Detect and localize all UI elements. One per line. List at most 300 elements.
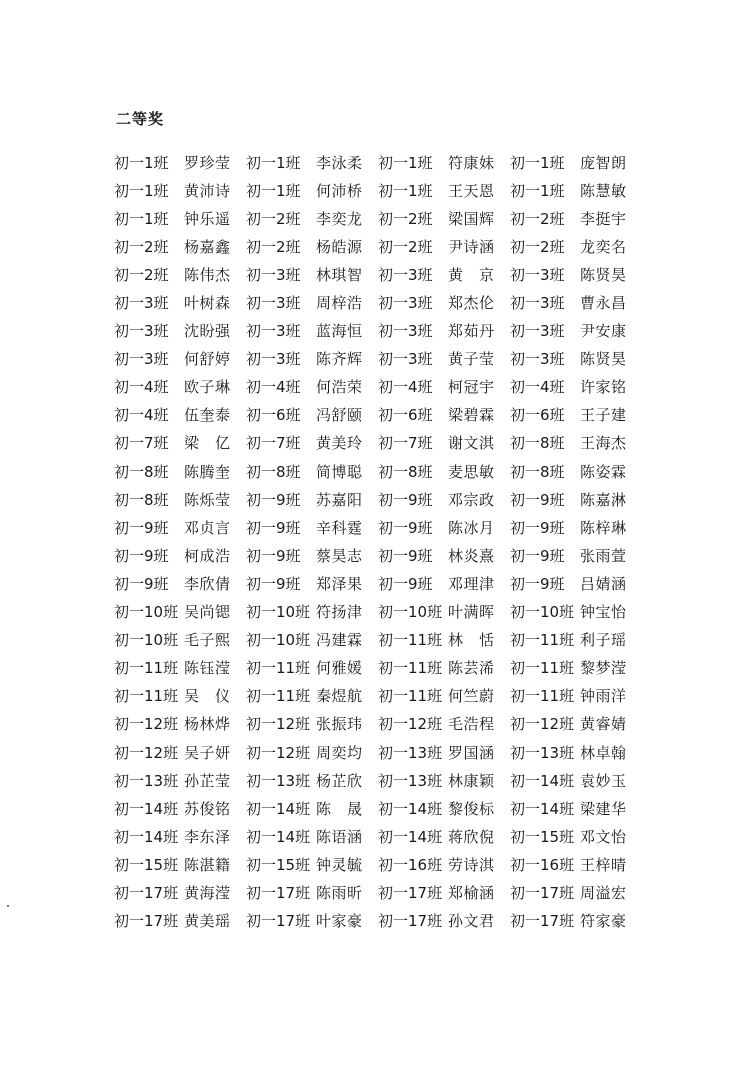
student-name: 陈钰滢 (184, 659, 231, 678)
class-label: 初一12班 (510, 715, 575, 734)
class-label: 初一9班 (510, 546, 565, 565)
award-entry (246, 320, 378, 341)
award-entry (510, 826, 642, 847)
student-name: 林琪智 (316, 265, 363, 284)
class-label: 初一12班 (114, 743, 179, 762)
student-name: 叶家豪 (316, 912, 363, 931)
award-entry (114, 517, 246, 538)
student-name: 梁 亿 (184, 434, 231, 453)
class-label: 初一4班 (114, 406, 169, 425)
class-label: 初一14班 (246, 799, 311, 818)
student-name: 毛浩程 (448, 715, 495, 734)
award-entry (246, 910, 378, 931)
student-name: 钟雨洋 (580, 687, 627, 706)
award-entry (510, 910, 642, 931)
student-name: 吴子妍 (184, 743, 231, 762)
student-name: 钟灵毓 (316, 855, 363, 874)
student-name: 陈贤昊 (580, 350, 627, 369)
award-entry (510, 657, 642, 678)
class-label: 初一1班 (246, 153, 301, 172)
class-label: 初一3班 (510, 265, 565, 284)
student-name: 许家铭 (580, 378, 627, 397)
student-name: 陈伟杰 (184, 265, 231, 284)
award-entry (114, 432, 246, 453)
class-label: 初一10班 (246, 603, 311, 622)
award-entry (114, 601, 246, 622)
award-row (114, 429, 644, 457)
student-name: 庞智朗 (580, 153, 627, 172)
award-entry (114, 882, 246, 903)
class-label: 初一8班 (114, 490, 169, 509)
student-name: 简博聪 (316, 462, 363, 481)
student-name: 邓宗政 (448, 490, 495, 509)
award-entry (510, 770, 642, 791)
award-row (114, 288, 644, 316)
student-name: 尹诗涵 (448, 237, 495, 256)
student-name: 罗国涵 (448, 743, 495, 762)
class-label: 初一3班 (378, 322, 433, 341)
award-entry (246, 236, 378, 257)
class-label: 初一2班 (246, 209, 301, 228)
student-name: 黄睿婧 (580, 715, 627, 734)
class-label: 初一14班 (246, 827, 311, 846)
student-name: 张雨萱 (580, 546, 627, 565)
class-label: 初一11班 (510, 659, 575, 678)
student-name: 黎梦滢 (580, 659, 627, 678)
award-entry (114, 657, 246, 678)
award-entry (114, 489, 246, 510)
award-entry (246, 292, 378, 313)
student-name: 符家豪 (580, 912, 627, 931)
student-name: 叶满晖 (448, 603, 495, 622)
award-entry (510, 292, 642, 313)
award-entry (246, 882, 378, 903)
student-name: 何舒婷 (184, 350, 231, 369)
award-entry (114, 320, 246, 341)
student-name: 黄美瑶 (184, 912, 231, 931)
class-label: 初一1班 (510, 153, 565, 172)
class-label: 初一9班 (246, 546, 301, 565)
class-label: 初一10班 (510, 603, 575, 622)
award-entry (378, 461, 510, 482)
award-row (114, 317, 644, 345)
student-name: 冯建霖 (316, 631, 363, 650)
student-name: 伍奎泰 (184, 406, 231, 425)
award-row (114, 457, 644, 485)
class-label: 初一9班 (246, 490, 301, 509)
student-name: 何沛桥 (316, 181, 363, 200)
award-row (114, 204, 644, 232)
class-label: 初一9班 (246, 518, 301, 537)
award-entry (114, 180, 246, 201)
class-label: 初一2班 (510, 209, 565, 228)
award-row (114, 401, 644, 429)
student-name: 利子瑶 (580, 631, 627, 650)
class-label: 初一3班 (246, 350, 301, 369)
class-label: 初一8班 (246, 462, 301, 481)
student-name: 王子建 (580, 406, 627, 425)
award-entry (246, 404, 378, 425)
award-entry (246, 461, 378, 482)
student-name: 陈雨昕 (316, 883, 363, 902)
class-label: 初一11班 (246, 687, 311, 706)
award-entry (114, 629, 246, 650)
student-name: 谢文淇 (448, 434, 495, 453)
class-label: 初一15班 (114, 855, 179, 874)
class-label: 初一16班 (378, 855, 443, 874)
student-name: 邓文怡 (580, 827, 627, 846)
student-name: 孙芷莹 (184, 771, 231, 790)
class-label: 初一3班 (510, 350, 565, 369)
award-entry (246, 685, 378, 706)
class-label: 初一1班 (114, 153, 169, 172)
class-label: 初一10班 (246, 631, 311, 650)
student-name: 曹永昌 (580, 294, 627, 313)
award-entry (510, 545, 642, 566)
award-entry (510, 685, 642, 706)
award-entry (378, 685, 510, 706)
award-entry (114, 854, 246, 875)
student-name: 何竺蔚 (448, 687, 495, 706)
student-name: 袁妙玉 (580, 771, 627, 790)
class-label: 初一12班 (246, 743, 311, 762)
student-name: 陈梓琳 (580, 518, 627, 537)
award-row (114, 148, 644, 176)
award-entry (246, 180, 378, 201)
class-label: 初一13班 (378, 771, 443, 790)
class-label: 初一11班 (378, 659, 443, 678)
student-name: 孙文君 (448, 912, 495, 931)
award-entry (114, 208, 246, 229)
award-list (114, 148, 644, 935)
class-label: 初一11班 (378, 687, 443, 706)
award-entry (378, 910, 510, 931)
class-label: 初一6班 (246, 406, 301, 425)
award-entry (378, 770, 510, 791)
award-entry (114, 545, 246, 566)
award-entry (510, 601, 642, 622)
award-entry (378, 629, 510, 650)
student-name: 何浩荣 (316, 378, 363, 397)
student-name: 欧子琳 (184, 378, 231, 397)
student-name: 黎俊标 (448, 799, 495, 818)
class-label: 初一15班 (510, 827, 575, 846)
award-entry (510, 264, 642, 285)
award-entry (246, 573, 378, 594)
student-name: 郑杰伦 (448, 294, 495, 313)
award-row (114, 710, 644, 738)
student-name: 黄海滢 (184, 883, 231, 902)
class-label: 初一11班 (114, 659, 179, 678)
student-name: 郑泽果 (316, 574, 363, 593)
award-entry (378, 489, 510, 510)
class-label: 初一13班 (114, 771, 179, 790)
student-name: 苏嘉阳 (316, 490, 363, 509)
student-name: 李泳柔 (316, 153, 363, 172)
student-name: 罗珍莹 (184, 153, 231, 172)
class-label: 初一7班 (114, 434, 169, 453)
class-label: 初一3班 (378, 350, 433, 369)
student-name: 冯舒颐 (316, 406, 363, 425)
student-name: 苏俊铭 (184, 799, 231, 818)
class-label: 初一10班 (378, 603, 443, 622)
award-row (114, 485, 644, 513)
award-entry (114, 264, 246, 285)
award-entry (378, 236, 510, 257)
student-name: 符康妹 (448, 153, 495, 172)
student-name: 周奕均 (316, 743, 363, 762)
class-label: 初一8班 (510, 434, 565, 453)
award-row (114, 738, 644, 766)
award-row (114, 176, 644, 204)
class-label: 初一2班 (114, 265, 169, 284)
class-label: 初一14班 (510, 771, 575, 790)
award-entry (114, 798, 246, 819)
student-name: 陈齐辉 (316, 350, 363, 369)
student-name: 蔡昊志 (316, 546, 363, 565)
award-row (114, 260, 644, 288)
student-name: 柯冠宇 (448, 378, 495, 397)
student-name: 杨芷欣 (316, 771, 363, 790)
award-entry (378, 348, 510, 369)
award-entry (378, 208, 510, 229)
student-name: 杨皓源 (316, 237, 363, 256)
award-row (114, 626, 644, 654)
class-label: 初一17班 (246, 883, 311, 902)
student-name: 林卓翰 (580, 743, 627, 762)
award-entry (378, 376, 510, 397)
award-entry (246, 545, 378, 566)
class-label: 初一17班 (510, 883, 575, 902)
student-name: 劳诗淇 (448, 855, 495, 874)
class-label: 初一1班 (510, 181, 565, 200)
student-name: 李欣倩 (184, 574, 231, 593)
award-entry (246, 742, 378, 763)
award-row (114, 513, 644, 541)
class-label: 初一3班 (114, 350, 169, 369)
class-label: 初一6班 (378, 406, 433, 425)
award-entry (114, 292, 246, 313)
class-label: 初一1班 (246, 181, 301, 200)
student-name: 蓝海恒 (316, 322, 363, 341)
class-label: 初一12班 (378, 715, 443, 734)
class-label: 初一2班 (246, 237, 301, 256)
award-entry (246, 432, 378, 453)
class-label: 初一9班 (114, 546, 169, 565)
award-entry (510, 376, 642, 397)
student-name: 尹安康 (580, 322, 627, 341)
award-entry (246, 601, 378, 622)
class-label: 初一17班 (114, 912, 179, 931)
class-label: 初一4班 (246, 378, 301, 397)
award-row (114, 850, 644, 878)
award-entry (378, 292, 510, 313)
student-name: 符扬津 (316, 603, 363, 622)
class-label: 初一9班 (510, 490, 565, 509)
student-name: 陈慧敏 (580, 181, 627, 200)
award-entry (510, 798, 642, 819)
award-entry (114, 713, 246, 734)
class-label: 初一13班 (510, 743, 575, 762)
class-label: 初一9班 (114, 574, 169, 593)
award-entry (114, 152, 246, 173)
student-name: 张振玮 (316, 715, 363, 734)
class-label: 初一14班 (510, 799, 575, 818)
student-name: 吴 仪 (184, 687, 231, 706)
student-name: 林 恬 (448, 631, 495, 650)
student-name: 黄美玲 (316, 434, 363, 453)
class-label: 初一3班 (246, 294, 301, 313)
class-label: 初一3班 (246, 322, 301, 341)
class-label: 初一3班 (114, 294, 169, 313)
class-label: 初一14班 (114, 799, 179, 818)
award-entry (510, 854, 642, 875)
student-name: 郑茹丹 (448, 322, 495, 341)
student-name: 郑榆涵 (448, 883, 495, 902)
award-entry (510, 320, 642, 341)
student-name: 王梓晴 (580, 855, 627, 874)
award-entry (114, 348, 246, 369)
class-label: 初一14班 (378, 827, 443, 846)
class-label: 初一4班 (114, 378, 169, 397)
award-entry (510, 573, 642, 594)
award-entry (510, 348, 642, 369)
class-label: 初一13班 (246, 771, 311, 790)
student-name: 杨林烨 (184, 715, 231, 734)
student-name: 陈烁莹 (184, 490, 231, 509)
award-entry (246, 489, 378, 510)
class-label: 初一14班 (378, 799, 443, 818)
award-entry (246, 826, 378, 847)
award-entry (114, 910, 246, 931)
award-entry (378, 657, 510, 678)
award-row (114, 569, 644, 597)
award-entry (246, 629, 378, 650)
award-entry (510, 208, 642, 229)
award-entry (246, 657, 378, 678)
student-name: 邓贞言 (184, 518, 231, 537)
student-name: 陈芸浠 (448, 659, 495, 678)
award-entry (246, 770, 378, 791)
student-name: 杨嘉鑫 (184, 237, 231, 256)
class-label: 初一7班 (246, 434, 301, 453)
award-entry (246, 713, 378, 734)
scan-speck (7, 905, 9, 907)
class-label: 初一9班 (510, 518, 565, 537)
award-entry (114, 742, 246, 763)
award-entry (510, 432, 642, 453)
student-name: 钟宝怡 (580, 603, 627, 622)
award-entry (114, 236, 246, 257)
award-entry (246, 208, 378, 229)
student-name: 梁建华 (580, 799, 627, 818)
award-entry (510, 742, 642, 763)
class-label: 初一17班 (378, 912, 443, 931)
class-label: 初一10班 (114, 631, 179, 650)
award-entry (378, 264, 510, 285)
class-label: 初一12班 (114, 715, 179, 734)
student-name: 林炎熹 (448, 546, 495, 565)
class-label: 初一11班 (378, 631, 443, 650)
award-entry (246, 517, 378, 538)
award-entry (510, 180, 642, 201)
student-name: 周梓浩 (316, 294, 363, 313)
student-name: 李奕龙 (316, 209, 363, 228)
student-name: 秦煜航 (316, 687, 363, 706)
student-name: 邓理津 (448, 574, 495, 593)
award-entry (246, 152, 378, 173)
class-label: 初一8班 (378, 462, 433, 481)
class-label: 初一1班 (114, 181, 169, 200)
class-label: 初一16班 (510, 855, 575, 874)
student-name: 梁碧霖 (448, 406, 495, 425)
award-entry (378, 742, 510, 763)
class-label: 初一2班 (378, 209, 433, 228)
award-row (114, 373, 644, 401)
class-label: 初一7班 (378, 434, 433, 453)
class-label: 初一3班 (510, 294, 565, 313)
class-label: 初一6班 (510, 406, 565, 425)
award-entry (510, 404, 642, 425)
class-label: 初一3班 (378, 265, 433, 284)
award-entry (378, 545, 510, 566)
award-entry (246, 264, 378, 285)
class-label: 初一12班 (246, 715, 311, 734)
class-label: 初一8班 (114, 462, 169, 481)
class-label: 初一2班 (114, 237, 169, 256)
award-entry (114, 461, 246, 482)
class-label: 初一4班 (378, 378, 433, 397)
student-name: 周溢宏 (580, 883, 627, 902)
student-name: 陈姿霖 (580, 462, 627, 481)
student-name: 钟乐遥 (184, 209, 231, 228)
student-name: 黄子莹 (448, 350, 495, 369)
award-entry (114, 573, 246, 594)
award-entry (114, 376, 246, 397)
award-entry (510, 629, 642, 650)
award-entry (114, 826, 246, 847)
class-label: 初一8班 (510, 462, 565, 481)
award-entry (378, 152, 510, 173)
award-entry (510, 461, 642, 482)
award-entry (378, 320, 510, 341)
student-name: 吕婧涵 (580, 574, 627, 593)
award-entry (378, 713, 510, 734)
award-entry (510, 882, 642, 903)
award-entry (114, 404, 246, 425)
award-row (114, 822, 644, 850)
class-label: 初一2班 (510, 237, 565, 256)
student-name: 黄 京 (448, 265, 495, 284)
class-label: 初一14班 (114, 827, 179, 846)
award-entry (246, 798, 378, 819)
award-entry (378, 882, 510, 903)
class-label: 初一15班 (246, 855, 311, 874)
class-label: 初一11班 (246, 659, 311, 678)
class-label: 初一17班 (510, 912, 575, 931)
award-entry (378, 432, 510, 453)
class-label: 初一1班 (378, 181, 433, 200)
award-row (114, 766, 644, 794)
award-row (114, 345, 644, 373)
student-name: 梁国辉 (448, 209, 495, 228)
class-label: 初一3班 (246, 265, 301, 284)
award-entry (246, 854, 378, 875)
student-name: 林康颖 (448, 771, 495, 790)
award-entry (510, 236, 642, 257)
class-label: 初一10班 (114, 603, 179, 622)
class-label: 初一3班 (510, 322, 565, 341)
